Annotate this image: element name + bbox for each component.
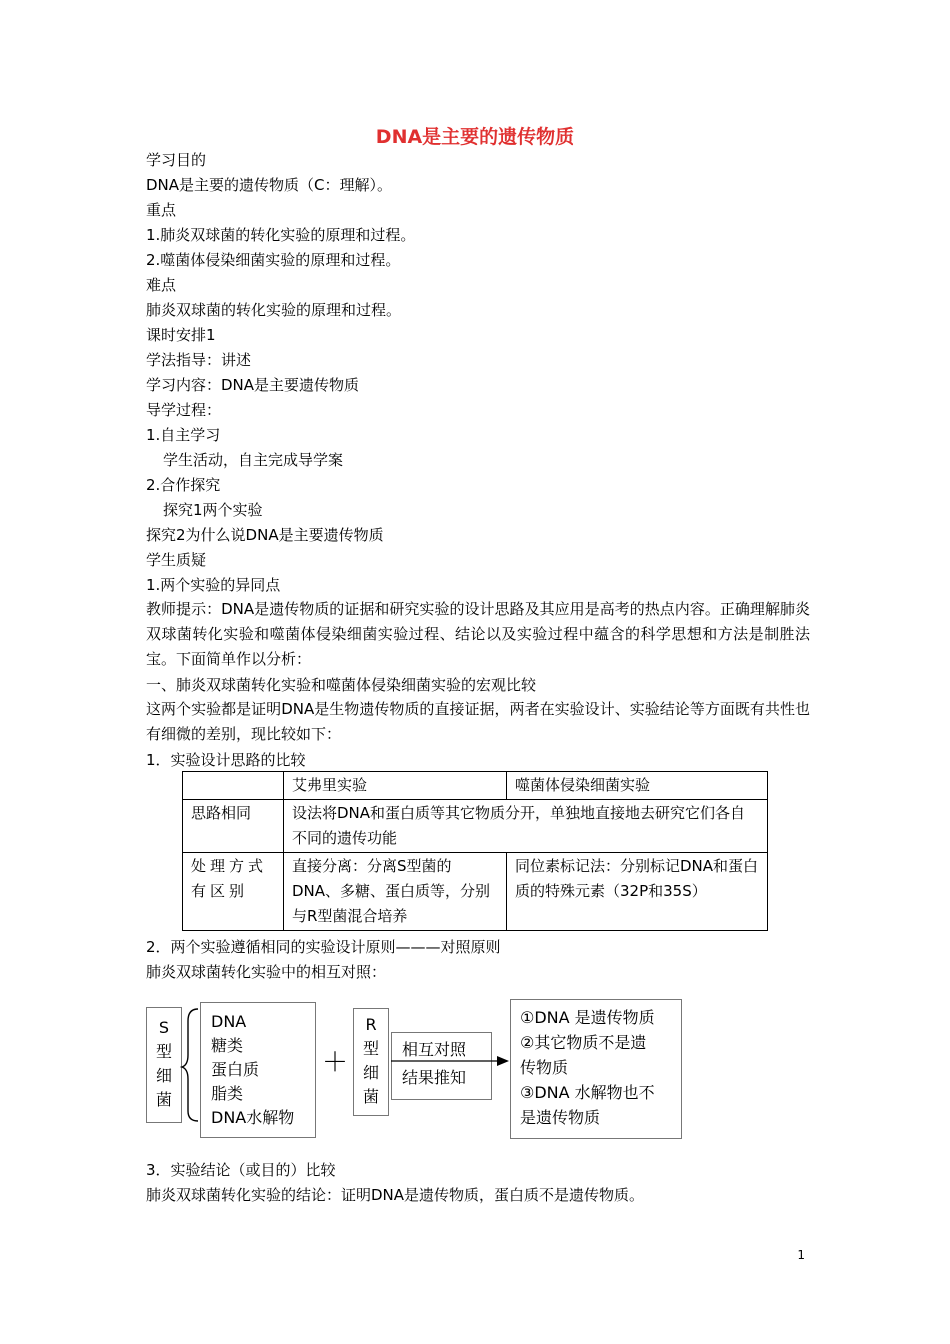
curly-brace-icon [180,1005,202,1125]
explore-2: 探究2为什么说DNA是主要遗传物质 [146,526,384,544]
table-header-cell: 艾弗里实验 [284,772,507,800]
conclusion-line: ①DNA 是遗传物质 [520,1008,655,1027]
r-cell-char: R [365,1015,377,1034]
schedule-text: 课时安排1 [146,326,216,344]
arrow-label-control: 相互对照 [402,1040,467,1059]
comparison-intro-paragraph: 这两个实验都是证明DNA是生物遗传物质的直接证据，两者在实验设计、实验结论等方面既有共性也有细微的差别，现比较如下： [146,700,810,743]
table-header-cell [183,772,284,800]
s-cell-char: 菌 [155,1090,172,1109]
table-header-cell: 噬菌体侵染细菌实验 [507,772,768,800]
table-row [183,800,768,853]
process-heading: 导学过程： [146,401,222,419]
component-item: 糖类 [211,1036,244,1055]
conclusion-line: 是遗传物质 [520,1108,601,1127]
difficulty-text: 肺炎双球菌的转化实验的原理和过程。 [146,301,402,319]
table-cell: 同位素标记法：分别标记DNA和蛋白质的特殊元素（32P和35S） [507,853,768,931]
table-cell: 设法将DNA和蛋白质等其它物质分开，单独地直接地去研究它们各自不同的遗传功能 [284,800,768,853]
key-point-1: 1.肺炎双球菌的转化实验的原理和过程。 [146,226,416,244]
question-1: 1.两个实验的异同点 [146,576,281,594]
key-point-2: 2.噬菌体侵染细菌实验的原理和过程。 [146,251,401,269]
step-2: 2.合作探究 [146,476,221,494]
comparison-item-3: 3．实验结论（或目的）比较 [146,1161,336,1179]
s-cell-box [146,1007,182,1123]
table-row-label: 思路相同 [183,800,284,853]
components-box [200,1002,316,1138]
conclusion-box [510,999,682,1139]
teacher-hint-paragraph: 教师提示：DNA是遗传物质的证据和研究实验的设计思路及其应用是高考的热点内容。正确理解肺炎双球菌转化实验和噬菌体侵染细菌实验过程、结论以及实验过程中蕴含的科学思想和方法是制胜法宝。下面简单作以分析： [146,600,810,668]
conclusion-line: ③DNA 水解物也不 [520,1083,655,1102]
table-row-label-text: 处理方式有区别 [191,857,268,900]
step-1: 1.自主学习 [146,426,221,444]
method-text: 学法指导：讲述 [146,351,252,369]
s-cell-char: 细 [155,1066,172,1085]
plus-icon: ＋ [322,1048,349,1078]
r-cell-char: 细 [362,1063,379,1082]
table-cell: 直接分离：分离S型菌的DNA、多糖、蛋白质等，分别与R型菌混合培养 [284,853,507,931]
document-title: DNA是主要的遗传物质 [375,126,575,148]
table-header-row [183,772,768,800]
question-heading: 学生质疑 [146,551,207,569]
s-cell-char: S [158,1018,170,1037]
section-heading-difficulty: 难点 [146,276,177,294]
r-cell-char: 菌 [362,1087,379,1106]
objective-text: DNA是主要的遗传物质（C：理解）。 [146,176,393,194]
r-cell-box [353,1008,389,1116]
component-item: 蛋白质 [211,1060,260,1079]
diagram-caption: 肺炎双球菌转化实验中的相互对照： [146,963,387,981]
conclusion-line: 传物质 [520,1058,569,1077]
comparison-item-2: 2．两个实验遵循相同的实验设计原则———对照原则 [146,938,501,956]
conclusion-statement: 肺炎双球菌转化实验的结论：证明DNA是遗传物质，蛋白质不是遗传物质。 [146,1186,645,1204]
component-item: DNA [211,1012,247,1031]
step-1-detail: 学生活动，自主完成导学案 [163,451,344,469]
comparison-table [182,771,768,931]
explore-1: 探究1两个实验 [163,501,263,519]
table-row-label [183,853,284,931]
section-heading-key-points: 重点 [146,201,177,219]
arrow-label-inference: 结果推知 [402,1068,467,1087]
s-cell-char: 型 [155,1042,172,1061]
right-arrow-icon [391,1054,511,1068]
component-item: 脂类 [211,1084,244,1103]
subsection-heading-1: 一、肺炎双球菌转化实验和噬菌体侵染细菌实验的宏观比较 [146,676,537,694]
comparison-item-1: 1．实验设计思路的比较 [146,751,306,769]
component-item: DNA水解物 [211,1108,295,1127]
r-cell-char: 型 [362,1039,379,1058]
section-heading-objective: 学习目的 [146,151,207,169]
page-number: 1 [797,1248,805,1262]
table-row [183,853,768,931]
content-text: 学习内容：DNA是主要遗传物质 [146,376,360,394]
conclusion-line: ②其它物质不是遗 [520,1033,647,1052]
